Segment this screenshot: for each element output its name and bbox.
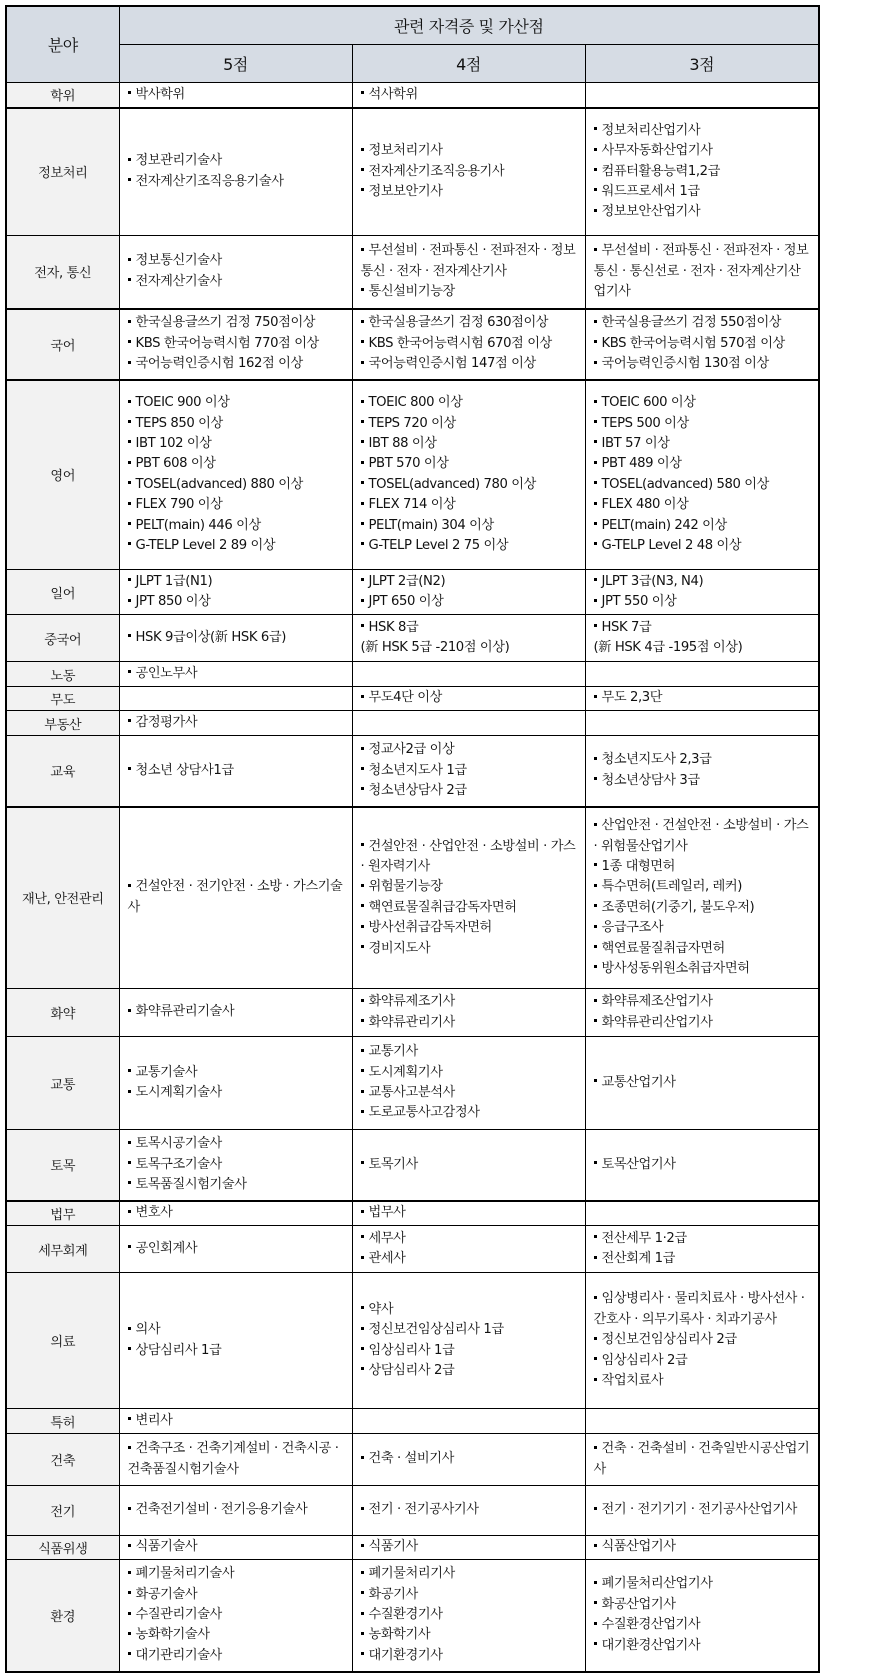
certificates-4pt: [352, 989, 585, 1037]
certificates-4pt: [352, 1201, 585, 1226]
certificates-4pt: [352, 1409, 585, 1434]
table-row-explosives: [6, 989, 819, 1037]
certificates-3pt: [585, 736, 819, 807]
table-row-electronics-telecom: [6, 236, 819, 309]
certificates-4pt: [352, 615, 585, 662]
certificates-3pt: [585, 1273, 819, 1409]
certificates-5pt: [119, 1226, 352, 1273]
certificates-4pt: [352, 1560, 585, 1672]
certificate-item: 특수면허(트레일러, 레커): [594, 877, 811, 897]
field-name: 화약: [6, 989, 119, 1037]
field-name: 중국어: [6, 615, 119, 662]
certificates-3pt: [585, 380, 819, 570]
certificate-item: 정보관리기술사: [128, 151, 344, 171]
certificate-item: JPT 850 이상: [128, 592, 344, 612]
certificate-item: 무도4단 이상: [361, 688, 577, 708]
certificates-5pt: [119, 1486, 352, 1536]
certificate-item: 전자계산기술사: [128, 272, 344, 292]
certificate-item: 전자계산기조직응용기술사: [128, 172, 344, 192]
certificate-item: 건축 · 설비기사: [361, 1449, 577, 1469]
certificate-item: 작업치료사: [594, 1371, 811, 1391]
certificate-item: 정신보건임상심리사 1급: [361, 1320, 577, 1340]
certificate-item: 한국실용글쓰기 검정 750점이상: [128, 313, 344, 333]
field-name: 토목: [6, 1130, 119, 1201]
certificates-3pt: [585, 1037, 819, 1130]
certificates-5pt: [119, 736, 352, 807]
certificates-5pt: [119, 108, 352, 236]
certificate-item: 1종 대형면허: [594, 857, 811, 877]
certificate-item: 세무사: [361, 1229, 577, 1249]
certificates-3pt: [585, 108, 819, 236]
field-name: 노동: [6, 662, 119, 687]
certificate-item: TOEIC 900 이상: [128, 393, 344, 413]
certificate-item: JPT 650 이상: [361, 592, 577, 612]
certificates-3pt: [585, 1536, 819, 1560]
certificate-item: HSK 8급: [361, 618, 577, 638]
certificates-3pt: [585, 1226, 819, 1273]
certificates-3pt: [585, 989, 819, 1037]
certificate-item: FLEX 714 이상: [361, 495, 577, 515]
certificate-item: 산업안전 · 건설안전 · 소방설비 · 가스 · 위험물산업기사: [594, 816, 811, 857]
certificates-3pt: [585, 687, 819, 711]
certificates-5pt: [119, 662, 352, 687]
certificate-item: 도시계획기사: [361, 1063, 577, 1083]
certificate-item: 청소년상담사 2급: [361, 781, 577, 801]
table-row-real-estate: [6, 711, 819, 736]
certificate-item: 토목품질시험기술사: [128, 1175, 344, 1195]
field-name: 특허: [6, 1409, 119, 1434]
certificate-item: TEPS 720 이상: [361, 414, 577, 434]
certificate-item: 대기환경산업기사: [594, 1636, 811, 1656]
table-row-food-hygiene: [6, 1536, 819, 1560]
certificate-item: JPT 550 이상: [594, 592, 811, 612]
certificate-item: G-TELP Level 2 75 이상: [361, 536, 577, 556]
certificate-item: 폐기물처리산업기사: [594, 1574, 811, 1594]
certificates-3pt: [585, 309, 819, 380]
certificate-item: 방사성동위원소취급자면허: [594, 959, 811, 979]
certificates-4pt: [352, 570, 585, 615]
certificate-item: (新 HSK 4급 -195점 이상): [593, 640, 743, 655]
certificates-4pt: [352, 1037, 585, 1130]
certificate-item: 전기 · 전기공사기사: [361, 1500, 577, 1520]
certificate-item: TEPS 850 이상: [128, 414, 344, 434]
table-row-labor: [6, 662, 819, 687]
certificate-item: 화공기술사: [128, 1585, 344, 1605]
table-row-environment: [6, 1560, 819, 1672]
table-row-education: [6, 736, 819, 807]
certificate-item: 감정평가사: [128, 713, 344, 733]
certificate-item: 국어능력인증시험 130점 이상: [594, 354, 811, 374]
certificate-item: 토목구조기술사: [128, 1155, 344, 1175]
certificate-item: 화약류관리산업기사: [594, 1013, 811, 1033]
certificates-4pt: [352, 736, 585, 807]
certificate-item: 건설안전 · 전기안전 · 소방 · 가스기술사: [128, 877, 344, 918]
table-row-legal: [6, 1201, 819, 1226]
field-name: 일어: [6, 570, 119, 615]
certificate-item: 교통기술사: [128, 1063, 344, 1083]
certificate-item: 도로교통사고감정사: [361, 1103, 577, 1123]
certificate-item: HSK 9급이상(新 HSK 6급): [128, 628, 344, 648]
certificate-item: 정보보안기사: [361, 182, 577, 202]
score-4-header: 4점: [352, 45, 585, 83]
field-name: 부동산: [6, 711, 119, 736]
certificates-3pt: [585, 1434, 819, 1486]
certificates-3pt: [585, 1560, 819, 1672]
certificate-item: KBS 한국어능력시험 670점 이상: [361, 334, 577, 354]
certificate-item: PBT 570 이상: [361, 454, 577, 474]
table-row-civil-engineering: [6, 1130, 819, 1201]
certificates-5pt: [119, 83, 352, 108]
certificates-5pt: [119, 989, 352, 1037]
certificates-5pt: [119, 1409, 352, 1434]
certificates-5pt: [119, 807, 352, 989]
certificates-3pt: [585, 1201, 819, 1226]
certificate-item: 한국실용글쓰기 검정 630점이상: [361, 313, 577, 333]
certificates-5pt: [119, 687, 352, 711]
certificate-item: 정신보건임상심리사 2급: [594, 1330, 811, 1350]
certificate-item: 교통사고분석사: [361, 1083, 577, 1103]
certificate-item: 무선설비 · 전파통신 · 전파전자 · 정보통신 · 전자 · 전자계산기사: [361, 241, 577, 282]
certificate-item: 대기관리기술사: [128, 1646, 344, 1666]
certificate-item: 청소년지도사 2,3급: [594, 750, 811, 770]
certificate-item: KBS 한국어능력시험 570점 이상: [594, 334, 811, 354]
certificates-3pt: [585, 236, 819, 309]
field-name: 의료: [6, 1273, 119, 1409]
certificate-item: 법무사: [361, 1203, 577, 1223]
certificate-item: FLEX 790 이상: [128, 495, 344, 515]
table-row-electricity: [6, 1486, 819, 1536]
certificate-item: TOSEL(advanced) 880 이상: [128, 475, 344, 495]
certificate-item: 전산회계 1급: [594, 1249, 811, 1269]
certificates-4pt: [352, 807, 585, 989]
certificates-5pt: [119, 1434, 352, 1486]
certificate-item: 전자계산기조직응용기사: [361, 162, 577, 182]
field-name: 건축: [6, 1434, 119, 1486]
certificate-item: PBT 489 이상: [594, 454, 811, 474]
certificates-5pt: [119, 1037, 352, 1130]
certificate-item: 수질환경기사: [361, 1605, 577, 1625]
certificates-5pt: [119, 380, 352, 570]
certificate-item: 약사: [361, 1300, 577, 1320]
certificates-5pt: [119, 711, 352, 736]
certificate-item: FLEX 480 이상: [594, 495, 811, 515]
certificates-3pt: [585, 711, 819, 736]
field-name: 교육: [6, 736, 119, 807]
certificate-item: 석사학위: [361, 85, 577, 105]
certificate-group-header: 관련 자격증 및 가산점: [119, 6, 819, 45]
table-row-tax-accounting: [6, 1226, 819, 1273]
certificates-4pt: [352, 662, 585, 687]
certificate-item: TEPS 500 이상: [594, 414, 811, 434]
certificate-item: 도시계획기술사: [128, 1083, 344, 1103]
certificates-4pt: [352, 1434, 585, 1486]
table-row-info-processing: [6, 108, 819, 236]
table-row-martial-arts: [6, 687, 819, 711]
certificate-item: 의사: [128, 1320, 344, 1340]
table-row-korean: [6, 309, 819, 380]
table-row-patent: [6, 1409, 819, 1434]
certificate-item: 교통산업기사: [594, 1073, 811, 1093]
certificates-3pt: [585, 83, 819, 108]
certificate-item: 수질환경산업기사: [594, 1615, 811, 1635]
certificates-4pt: [352, 380, 585, 570]
certificate-item: 정보처리산업기사: [594, 121, 811, 141]
certificate-item: 워드프로세서 1급: [594, 182, 811, 202]
certificate-item: 위험물기능장: [361, 877, 577, 897]
certificates-5pt: [119, 1273, 352, 1409]
certificate-item: 국어능력인증시험 147점 이상: [361, 354, 577, 374]
certificates-4pt: [352, 1536, 585, 1560]
certificate-item: 국어능력인증시험 162점 이상: [128, 354, 344, 374]
certificates-5pt: [119, 615, 352, 662]
certificate-item: 임상심리사 1급: [361, 1341, 577, 1361]
field-name: 법무: [6, 1201, 119, 1226]
certificates-3pt: [585, 807, 819, 989]
table-row-disaster-safety: [6, 807, 819, 989]
table-row-english: [6, 380, 819, 570]
certificates-5pt: [119, 309, 352, 380]
certificate-item: 변리사: [128, 1411, 344, 1431]
certificate-item: 건축전기설비 · 전기응용기술사: [128, 1500, 344, 1520]
certificate-item: 식품기사: [361, 1537, 577, 1557]
field-name: 무도: [6, 687, 119, 711]
certificate-item: 토목시공기술사: [128, 1134, 344, 1154]
certificate-item: 폐기물처리기술사: [128, 1564, 344, 1584]
certificate-item: 농화학기술사: [128, 1625, 344, 1645]
certificate-item: 건축 · 건축설비 · 건축일반시공산업기사: [594, 1439, 811, 1480]
certificate-item: 정보처리기사: [361, 141, 577, 161]
table-row-japanese: [6, 570, 819, 615]
certificate-item: IBT 102 이상: [128, 434, 344, 454]
certificate-item: 관세사: [361, 1249, 577, 1269]
certificates-4pt: [352, 1486, 585, 1536]
certificates-5pt: [119, 1201, 352, 1226]
certificate-item: 핵연료물질취급감독자면허: [361, 898, 577, 918]
field-name: 정보처리: [6, 108, 119, 236]
certificate-item: 정교사2급 이상: [361, 740, 577, 760]
certificate-item: PBT 608 이상: [128, 454, 344, 474]
score-3-header: 3점: [585, 45, 819, 83]
certificate-item: HSK 7급: [594, 618, 811, 638]
field-name: 교통: [6, 1037, 119, 1130]
certificates-3pt: [585, 1409, 819, 1434]
certificate-item: 청소년상담사 3급: [594, 771, 811, 791]
certificates-5pt: [119, 1560, 352, 1672]
field-name: 전자, 통신: [6, 236, 119, 309]
certificate-item: 식품기술사: [128, 1537, 344, 1557]
certificate-item: 컴퓨터활용능력1,2급: [594, 162, 811, 182]
certificate-item: 화약류제조기사: [361, 992, 577, 1012]
certificate-item: 무선설비 · 전파통신 · 전파전자 · 정보통신 · 통신선로 · 전자 · 전자계산기산업기사: [594, 241, 811, 302]
certificates-4pt: [352, 1130, 585, 1201]
certificates-3pt: [585, 615, 819, 662]
certificate-item: 교통기사: [361, 1042, 577, 1062]
table-row-medical: [6, 1273, 819, 1409]
certificate-item: 경비지도사: [361, 939, 577, 959]
certificate-item: 토목기사: [361, 1155, 577, 1175]
certificate-item: 임상병리사 · 물리치료사 · 방사선사 · 간호사 · 의무기록사 · 치과기공사: [594, 1289, 811, 1330]
certificate-item: TOSEL(advanced) 780 이상: [361, 475, 577, 495]
table-body: [6, 83, 819, 1672]
certificates-4pt: [352, 1226, 585, 1273]
field-name: 전기: [6, 1486, 119, 1536]
certificate-item: 사무자동화산업기사: [594, 141, 811, 161]
certificate-item: 청소년 상담사1급: [128, 761, 344, 781]
certificates-4pt: [352, 83, 585, 108]
certificate-item: 정보보안산업기사: [594, 202, 811, 222]
certificate-item: 건설안전 · 산업안전 · 소방설비 · 가스 · 원자력기사: [361, 837, 577, 878]
certificate-item: 정보통신기술사: [128, 251, 344, 271]
certificate-item: JLPT 2급(N2): [361, 572, 577, 592]
certificates-4pt: [352, 309, 585, 380]
certificate-item: IBT 88 이상: [361, 434, 577, 454]
certificate-item: 통신설비기능장: [361, 282, 577, 302]
certificates-4pt: [352, 108, 585, 236]
certificate-item: 건축구조 · 건축기계설비 · 건축시공 · 건축품질시험기술사: [128, 1439, 344, 1480]
certificate-item: G-TELP Level 2 89 이상: [128, 536, 344, 556]
certificate-item: JLPT 1급(N1): [128, 572, 344, 592]
certificate-item: 상담심리사 1급: [128, 1341, 344, 1361]
certificate-item: 농화학기사: [361, 1625, 577, 1645]
certificate-item: 조종면허(기중기, 불도우저): [594, 898, 811, 918]
certificates-4pt: [352, 236, 585, 309]
certificate-item: 상담심리사 2급: [361, 1361, 577, 1381]
certificate-item: 화공산업기사: [594, 1595, 811, 1615]
certificate-item: 공인노무사: [128, 664, 344, 684]
certificate-item: 식품산업기사: [594, 1537, 811, 1557]
field-name: 식품위생: [6, 1536, 119, 1560]
field-name: 재난, 안전관리: [6, 807, 119, 989]
certificates-3pt: [585, 1486, 819, 1536]
field-name: 세무회계: [6, 1226, 119, 1273]
certificate-item: 박사학위: [128, 85, 344, 105]
table-row-chinese: [6, 615, 819, 662]
certificate-item: 화약류관리기사: [361, 1013, 577, 1033]
certificate-item: 변호사: [128, 1203, 344, 1223]
field-name: 국어: [6, 309, 119, 380]
field-column-header: 분야: [6, 6, 119, 83]
certificate-item: 화공기사: [361, 1585, 577, 1605]
certificate-item: G-TELP Level 2 48 이상: [594, 536, 811, 556]
certificates-3pt: [585, 1130, 819, 1201]
certificate-item: 한국실용글쓰기 검정 550점이상: [594, 313, 811, 333]
certificate-item: TOEIC 800 이상: [361, 393, 577, 413]
certificate-item: 토목산업기사: [594, 1155, 811, 1175]
certificate-item: TOEIC 600 이상: [594, 393, 811, 413]
score-5-header: 5점: [119, 45, 352, 83]
certificate-item: 전기 · 전기기기 · 전기공사산업기사: [594, 1500, 811, 1520]
certificate-item: 화약류제조산업기사: [594, 992, 811, 1012]
certificate-item: 전산세무 1·2급: [594, 1229, 811, 1249]
certificate-item: 임상심리사 2급: [594, 1351, 811, 1371]
certificate-item: 핵연료물질취급자면허: [594, 939, 811, 959]
certificate-item: KBS 한국어능력시험 770점 이상: [128, 334, 344, 354]
certificates-5pt: [119, 1130, 352, 1201]
certificate-bonus-table: [5, 5, 820, 1673]
table-row-architecture: [6, 1434, 819, 1486]
certificate-item: PELT(main) 242 이상: [594, 516, 811, 536]
certificate-item: IBT 57 이상: [594, 434, 811, 454]
certificates-3pt: [585, 662, 819, 687]
table-row-degree: [6, 83, 819, 108]
certificate-item: 응급구조사: [594, 918, 811, 938]
certificate-item: 화약류관리기술사: [128, 1002, 344, 1022]
certificates-4pt: [352, 1273, 585, 1409]
certificate-item: 폐기물처리기사: [361, 1564, 577, 1584]
certificates-5pt: [119, 1536, 352, 1560]
certificate-item: PELT(main) 446 이상: [128, 516, 344, 536]
certificate-item: 청소년지도사 1급: [361, 761, 577, 781]
certificate-item: 수질관리기술사: [128, 1605, 344, 1625]
certificate-item: TOSEL(advanced) 580 이상: [594, 475, 811, 495]
certificate-item: PELT(main) 304 이상: [361, 516, 577, 536]
certificate-item: 대기환경기사: [361, 1646, 577, 1666]
certificates-4pt: [352, 687, 585, 711]
field-name: 영어: [6, 380, 119, 570]
field-name: 학위: [6, 83, 119, 108]
certificate-item: JLPT 3급(N3, N4): [594, 572, 811, 592]
certificate-item: 무도 2,3단: [594, 688, 811, 708]
table-row-traffic: [6, 1037, 819, 1130]
field-name: 환경: [6, 1560, 119, 1672]
certificates-5pt: [119, 236, 352, 309]
certificates-4pt: [352, 711, 585, 736]
certificate-item: 공인회계사: [128, 1239, 344, 1259]
certificates-3pt: [585, 570, 819, 615]
certificates-5pt: [119, 570, 352, 615]
certificate-item: (新 HSK 5급 -210점 이상): [360, 640, 510, 655]
certificate-item: 방사선취급감독자면허: [361, 918, 577, 938]
